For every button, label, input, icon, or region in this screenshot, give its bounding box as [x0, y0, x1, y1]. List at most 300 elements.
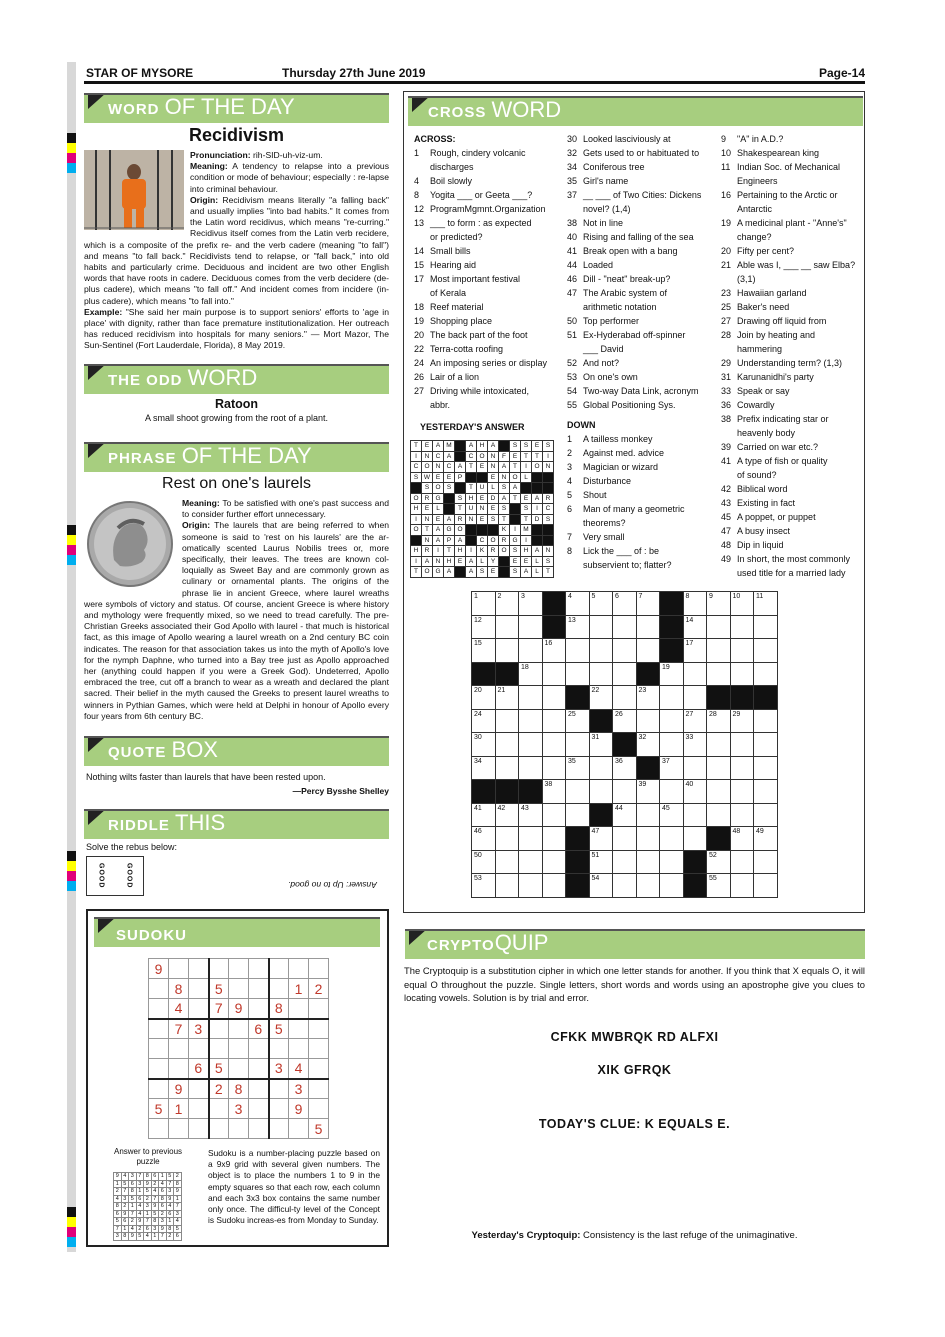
answer-cell: G — [444, 525, 455, 536]
crossword-cell[interactable]: 15 — [472, 639, 496, 663]
sudoku-cell[interactable] — [289, 1119, 309, 1139]
sudoku-cell[interactable]: 5 — [309, 1119, 329, 1139]
crossword-cell[interactable]: 44 — [613, 803, 637, 827]
crossword-cell[interactable] — [660, 709, 684, 733]
crossword-cell[interactable] — [613, 686, 637, 710]
crossword-cell[interactable]: 31 — [589, 733, 613, 757]
clue-text: Gets used to or habituated to — [583, 148, 700, 158]
sudoku-cell[interactable]: 7 — [209, 999, 229, 1019]
sudoku-cell[interactable]: 8 — [229, 1079, 249, 1099]
sudoku-cell[interactable] — [149, 1119, 169, 1139]
clue-text: novel? (1,4) — [583, 204, 631, 214]
crossword-cell[interactable]: 25 — [566, 709, 590, 733]
crossword-cell[interactable]: 1 — [472, 592, 496, 616]
answer-cell: A — [466, 567, 477, 578]
crossword-cell[interactable] — [589, 615, 613, 639]
sudoku-cell[interactable] — [169, 1059, 189, 1079]
odd-word-title: Ratoon — [214, 397, 259, 411]
crossword-cell[interactable] — [636, 615, 660, 639]
crossword-cell[interactable] — [566, 803, 590, 827]
crossword-cell[interactable] — [613, 662, 637, 686]
crossword-grid[interactable] — [471, 591, 778, 898]
crossword-cell[interactable]: 20 — [472, 686, 496, 710]
clue-item — [721, 314, 863, 328]
sudoku-cell[interactable]: 3 — [189, 1019, 209, 1039]
sudoku-cell[interactable] — [229, 1039, 249, 1059]
crossword-cell[interactable]: 11 — [754, 592, 778, 616]
crossword-cell[interactable] — [636, 709, 660, 733]
sudoku-cell[interactable]: 5 — [269, 1019, 289, 1039]
crossword-cell[interactable]: 54 — [589, 874, 613, 898]
crossword-cell[interactable] — [707, 615, 731, 639]
sudoku-cell[interactable] — [249, 999, 269, 1019]
crossword-cell[interactable]: 39 — [636, 780, 660, 804]
clue-text: Coniferous tree — [583, 162, 645, 172]
sudoku-cell[interactable] — [189, 1079, 209, 1099]
sudoku-cell[interactable]: 5 — [149, 1099, 169, 1119]
crossword-cell[interactable]: 16 — [542, 639, 566, 663]
clue-number — [567, 342, 583, 356]
crossword-cell[interactable]: 47 — [589, 827, 613, 851]
crossword-cell[interactable] — [683, 756, 707, 780]
crossword-cell[interactable] — [495, 874, 519, 898]
crossword-cell[interactable] — [754, 615, 778, 639]
clue-text: Speak or say — [737, 386, 790, 396]
crossword-cell[interactable] — [730, 662, 754, 686]
crossword-cell[interactable] — [636, 874, 660, 898]
answer-cell: I — [521, 462, 532, 473]
crossword-cell[interactable] — [589, 662, 613, 686]
sudoku-cell[interactable]: 6 — [249, 1019, 269, 1039]
clue-item — [567, 188, 717, 202]
clue-text: Against med. advice — [583, 448, 665, 458]
sudoku-cell[interactable]: 9 — [149, 959, 169, 979]
sudoku-cell[interactable] — [149, 979, 169, 999]
sudoku-cell[interactable] — [289, 959, 309, 979]
clue-item — [567, 258, 717, 272]
clue-number: 41 — [567, 246, 578, 256]
answer-block — [543, 525, 554, 536]
crossword-cell[interactable]: 19 — [660, 662, 684, 686]
crossword-cell[interactable]: 4 — [566, 592, 590, 616]
crossword-cell[interactable] — [495, 733, 519, 757]
answer-cell: O — [510, 472, 521, 483]
crossword-cell[interactable]: 5 — [589, 592, 613, 616]
clue-number — [567, 516, 583, 530]
crossword-cell[interactable]: 14 — [683, 615, 707, 639]
crossword-cell[interactable]: 55 — [707, 874, 731, 898]
crossword-cell[interactable]: 6 — [613, 592, 637, 616]
clue-item — [567, 132, 717, 146]
crossword-cell[interactable] — [495, 756, 519, 780]
sudoku-answer-cell: 6 — [166, 1210, 174, 1218]
clue-item — [567, 398, 717, 412]
answer-cell: D — [532, 514, 543, 525]
sudoku-cell[interactable] — [249, 959, 269, 979]
crossword-cell[interactable] — [730, 733, 754, 757]
clue-number: 22 — [414, 344, 425, 354]
crossword-cell[interactable] — [730, 803, 754, 827]
crossword-cell[interactable] — [495, 827, 519, 851]
crossword-cell[interactable] — [519, 756, 543, 780]
sudoku-cell[interactable] — [149, 1039, 169, 1059]
crossword-cell[interactable] — [519, 850, 543, 874]
sudoku-cell[interactable] — [249, 979, 269, 999]
sudoku-cell[interactable] — [189, 999, 209, 1019]
sudoku-cell[interactable]: 3 — [229, 1099, 249, 1119]
answer-block — [477, 472, 488, 483]
sudoku-cell[interactable] — [149, 1079, 169, 1099]
clue-number — [721, 174, 737, 188]
answer-block — [532, 472, 543, 483]
sudoku-cell[interactable]: 4 — [289, 1059, 309, 1079]
crossword-cell[interactable] — [542, 733, 566, 757]
crossword-cell[interactable] — [542, 709, 566, 733]
crossword-cell[interactable]: 40 — [683, 780, 707, 804]
crossword-cell[interactable] — [613, 639, 637, 663]
crossword-cell[interactable] — [542, 803, 566, 827]
clue-item — [567, 460, 717, 474]
sudoku-cell[interactable]: 9 — [169, 1079, 189, 1099]
sudoku-cell[interactable]: 8 — [269, 999, 289, 1019]
crossword-cell[interactable] — [660, 780, 684, 804]
clue-number: 50 — [567, 316, 578, 326]
sudoku-cell[interactable] — [169, 959, 189, 979]
sudoku-cell[interactable]: 1 — [289, 979, 309, 999]
crossword-cell[interactable]: 45 — [660, 803, 684, 827]
crossword-cell[interactable] — [754, 850, 778, 874]
sudoku-cell[interactable] — [249, 1039, 269, 1059]
answer-cell: E — [433, 514, 444, 525]
crossword-cell[interactable] — [660, 686, 684, 710]
sudoku-cell[interactable] — [309, 1019, 329, 1039]
across-clues-2 — [567, 132, 717, 572]
crossword-cell[interactable] — [613, 827, 637, 851]
down-heading: DOWN — [567, 420, 596, 430]
sudoku-cell[interactable]: 2 — [209, 1079, 229, 1099]
sudoku-answer-cell: 5 — [114, 1218, 122, 1226]
crossword-cell[interactable] — [754, 803, 778, 827]
crossword-cell[interactable] — [589, 780, 613, 804]
clue-text: Lair of a lion — [430, 372, 480, 382]
crossword-cell[interactable] — [754, 756, 778, 780]
crossword-cell[interactable]: 28 — [707, 709, 731, 733]
crossword-cell[interactable] — [754, 709, 778, 733]
crossword-cell[interactable]: 38 — [542, 780, 566, 804]
sudoku-cell[interactable] — [249, 1079, 269, 1099]
crossword-cell[interactable]: 8 — [683, 592, 707, 616]
sudoku-cell[interactable]: 5 — [209, 1059, 229, 1079]
clue-item — [721, 440, 863, 454]
sudoku-answer-cell: 5 — [144, 1188, 152, 1196]
clue-item — [567, 558, 717, 572]
answer-cell: E — [422, 504, 433, 515]
sudoku-cell[interactable] — [249, 1059, 269, 1079]
sudoku-cell[interactable] — [229, 959, 249, 979]
crossword-cell[interactable] — [613, 874, 637, 898]
crossword-cell[interactable] — [566, 662, 590, 686]
sudoku-cell[interactable]: 9 — [289, 1099, 309, 1119]
crossword-cell[interactable] — [519, 615, 543, 639]
sudoku-cell[interactable] — [209, 1039, 229, 1059]
sudoku-cell[interactable]: 2 — [309, 979, 329, 999]
answer-cell: R — [422, 493, 433, 504]
crossword-cell[interactable] — [542, 827, 566, 851]
clue-number: 40 — [567, 232, 578, 242]
crossword-cell[interactable]: 42 — [495, 803, 519, 827]
clue-text: Hawaiian garland — [737, 288, 807, 298]
crossword-cell[interactable] — [730, 874, 754, 898]
crossword-cell[interactable]: 13 — [566, 615, 590, 639]
crossword-cell[interactable] — [707, 639, 731, 663]
sudoku-cell[interactable]: 3 — [269, 1059, 289, 1079]
crossword-cell[interactable] — [707, 662, 731, 686]
crossword-banner — [408, 96, 863, 126]
crossword-cell[interactable] — [683, 827, 707, 851]
crossword-cell[interactable]: 30 — [472, 733, 496, 757]
crossword-cell[interactable] — [589, 639, 613, 663]
banner-tail: BOX — [171, 737, 218, 762]
crossword-cell[interactable] — [660, 827, 684, 851]
crossword-cell[interactable] — [660, 733, 684, 757]
sudoku-cell[interactable] — [269, 1039, 289, 1059]
sudoku-cell[interactable] — [189, 1039, 209, 1059]
clue-text: Prefix indicating star or — [737, 414, 829, 424]
sudoku-answer-cell: 9 — [121, 1210, 129, 1218]
crossword-cell[interactable] — [636, 827, 660, 851]
sudoku-cell[interactable] — [189, 1119, 209, 1139]
sudoku-cell[interactable] — [309, 1079, 329, 1099]
sudoku-cell[interactable] — [209, 1119, 229, 1139]
sudoku-cell[interactable] — [189, 959, 209, 979]
sudoku-cell[interactable] — [249, 1119, 269, 1139]
sudoku-cell[interactable] — [289, 999, 309, 1019]
crossword-cell[interactable] — [660, 850, 684, 874]
crossword-cell[interactable]: 23 — [636, 686, 660, 710]
sudoku-answer-cell: 7 — [129, 1210, 137, 1218]
crossword-cell[interactable] — [613, 780, 637, 804]
clue-number: 6 — [567, 504, 573, 514]
sudoku-cell[interactable] — [269, 979, 289, 999]
sudoku-cell[interactable] — [269, 1099, 289, 1119]
crossword-cell[interactable]: 22 — [589, 686, 613, 710]
sudoku-grid[interactable] — [148, 958, 329, 1139]
crossword-cell[interactable] — [613, 850, 637, 874]
banner-lead: CROSS — [428, 104, 487, 121]
crossword-cell[interactable]: 2 — [495, 592, 519, 616]
clue-number — [721, 426, 737, 440]
sudoku-answer-cell: 5 — [174, 1225, 182, 1233]
apollo-coin-image — [84, 498, 176, 590]
crossword-cell[interactable] — [495, 615, 519, 639]
sudoku-cell[interactable] — [309, 959, 329, 979]
crossword-cell[interactable]: 21 — [495, 686, 519, 710]
crossword-cell[interactable] — [636, 803, 660, 827]
answer-block — [543, 472, 554, 483]
crossword-cell[interactable]: 26 — [613, 709, 637, 733]
clue-text: Reef material — [430, 302, 484, 312]
crossword-cell[interactable]: 24 — [472, 709, 496, 733]
clue-number: 16 — [721, 190, 732, 200]
crossword-cell[interactable]: 17 — [683, 639, 707, 663]
crossword-cell[interactable] — [519, 639, 543, 663]
crossword-cell[interactable] — [683, 662, 707, 686]
answer-cell: I — [411, 514, 422, 525]
sudoku-cell[interactable] — [229, 979, 249, 999]
crossword-cell[interactable]: 3 — [519, 592, 543, 616]
crossword-cell[interactable] — [730, 850, 754, 874]
clue-text: Terra-cotta roofing — [430, 344, 504, 354]
sudoku-cell[interactable] — [249, 1099, 269, 1119]
crossword-cell[interactable] — [683, 803, 707, 827]
clue-number — [414, 398, 430, 412]
crossword-cell[interactable]: 32 — [636, 733, 660, 757]
sudoku-answer-cell: 7 — [114, 1225, 122, 1233]
crossword-cell[interactable] — [589, 756, 613, 780]
sudoku-cell[interactable]: 6 — [189, 1059, 209, 1079]
clue-item — [721, 328, 863, 342]
sudoku-cell[interactable] — [149, 999, 169, 1019]
crossword-cell[interactable]: 29 — [730, 709, 754, 733]
sudoku-answer-cell: 1 — [136, 1188, 144, 1196]
crossword-cell[interactable]: 10 — [730, 592, 754, 616]
crossword-cell[interactable] — [519, 874, 543, 898]
crossword-cell[interactable]: 41 — [472, 803, 496, 827]
crossword-cell[interactable] — [754, 639, 778, 663]
crossword-cell[interactable] — [754, 780, 778, 804]
sudoku-cell[interactable]: 5 — [209, 979, 229, 999]
sudoku-cell[interactable] — [269, 959, 289, 979]
crossword-cell[interactable] — [707, 803, 731, 827]
crossword-cell[interactable] — [730, 756, 754, 780]
crossword-cell[interactable] — [660, 874, 684, 898]
crossword-cell[interactable] — [519, 709, 543, 733]
crossword-cell[interactable]: 52 — [707, 850, 731, 874]
clue-item — [414, 384, 562, 398]
riddle-answer: Answer: Up to no good. — [288, 880, 377, 890]
sudoku-cell[interactable] — [289, 1019, 309, 1039]
crossword-cell[interactable] — [683, 686, 707, 710]
sudoku-answer-cell: 5 — [151, 1210, 159, 1218]
crossword-cell[interactable] — [707, 733, 731, 757]
crossword-cell[interactable]: 53 — [472, 874, 496, 898]
crossword-cell[interactable] — [730, 615, 754, 639]
sudoku-cell[interactable] — [309, 1039, 329, 1059]
crossword-block — [636, 756, 660, 780]
crossword-cell[interactable] — [495, 709, 519, 733]
crossword-cell[interactable] — [542, 662, 566, 686]
sudoku-cell[interactable] — [289, 1039, 309, 1059]
sudoku-cell[interactable]: 9 — [229, 999, 249, 1019]
crossword-cell[interactable] — [754, 874, 778, 898]
sudoku-cell[interactable] — [309, 1059, 329, 1079]
crossword-cell[interactable] — [542, 686, 566, 710]
crossword-cell[interactable] — [613, 615, 637, 639]
crossword-cell[interactable]: 48 — [730, 827, 754, 851]
crossword-cell[interactable]: 7 — [636, 592, 660, 616]
sudoku-cell[interactable] — [169, 1039, 189, 1059]
crossword-cell[interactable]: 49 — [754, 827, 778, 851]
crossword-cell[interactable] — [730, 780, 754, 804]
sudoku-cell[interactable] — [149, 1059, 169, 1079]
cryptoquip-intro: The Cryptoquip is a substitution cipher in which one letter stands for another. If you think that X equals O, it will equal O throughout the puzzle. Single letters, short words and words using an apostrophe give you clues to locating vowels. Solution is by trial and error. — [404, 965, 865, 1004]
crossword-cell[interactable] — [542, 756, 566, 780]
crossword-cell[interactable]: 33 — [683, 733, 707, 757]
sudoku-cell[interactable]: 3 — [289, 1079, 309, 1099]
sudoku-cell[interactable]: 7 — [169, 1019, 189, 1039]
crossword-cell[interactable]: 43 — [519, 803, 543, 827]
crossword-cell[interactable] — [754, 733, 778, 757]
sudoku-cell[interactable] — [229, 1019, 249, 1039]
clue-text: Able was I, ___ __ saw Elba? — [737, 260, 856, 270]
crossword-cell[interactable] — [566, 733, 590, 757]
crossword-cell[interactable] — [542, 850, 566, 874]
sudoku-cell[interactable] — [169, 1119, 189, 1139]
crossword-cell[interactable] — [730, 639, 754, 663]
crossword-cell[interactable]: 51 — [589, 850, 613, 874]
crossword-cell[interactable] — [636, 639, 660, 663]
crossword-cell[interactable] — [566, 639, 590, 663]
clue-item — [721, 300, 863, 314]
sudoku-cell[interactable] — [229, 1119, 249, 1139]
sudoku-cell[interactable] — [149, 1019, 169, 1039]
sudoku-cell[interactable] — [269, 1079, 289, 1099]
clue-number: 38 — [721, 414, 732, 424]
crossword-cell[interactable] — [495, 639, 519, 663]
crossword-cell[interactable]: 12 — [472, 615, 496, 639]
sudoku-answer-cell: 3 — [114, 1233, 122, 1241]
crossword-cell[interactable] — [519, 733, 543, 757]
crossword-cell[interactable]: 34 — [472, 756, 496, 780]
crossword-cell[interactable]: 35 — [566, 756, 590, 780]
crossword-cell[interactable] — [566, 780, 590, 804]
crossword-cell[interactable] — [707, 780, 731, 804]
crossword-cell[interactable] — [754, 662, 778, 686]
clue-text: Antarctic — [737, 204, 773, 214]
clue-number: 12 — [414, 204, 425, 214]
answer-block — [411, 483, 422, 494]
sudoku-cell[interactable] — [229, 1059, 249, 1079]
crossword-cell[interactable]: 18 — [519, 662, 543, 686]
crossword-cell[interactable] — [519, 686, 543, 710]
crossword-cell[interactable]: 37 — [660, 756, 684, 780]
crossword-cell[interactable] — [636, 850, 660, 874]
sudoku-cell[interactable] — [209, 1019, 229, 1039]
sudoku-cell[interactable] — [309, 1099, 329, 1119]
sudoku-cell[interactable] — [309, 999, 329, 1019]
crossword-cell[interactable]: 46 — [472, 827, 496, 851]
crossword-cell[interactable]: 50 — [472, 850, 496, 874]
sudoku-cell[interactable]: 8 — [169, 979, 189, 999]
answer-cell: E — [510, 451, 521, 462]
crossword-cell[interactable] — [495, 850, 519, 874]
crossword-cell[interactable] — [519, 827, 543, 851]
sudoku-cell[interactable] — [189, 979, 209, 999]
sudoku-cell[interactable] — [189, 1099, 209, 1119]
crossword-cell[interactable] — [542, 874, 566, 898]
crossword-cell[interactable] — [707, 756, 731, 780]
clue-text: Two-way Data Link, acronym — [583, 386, 699, 396]
sudoku-cell[interactable]: 1 — [169, 1099, 189, 1119]
sudoku-cell[interactable] — [269, 1119, 289, 1139]
answer-cell: C — [433, 451, 444, 462]
sudoku-cell[interactable] — [209, 1099, 229, 1119]
crossword-cell[interactable]: 36 — [613, 756, 637, 780]
crossword-cell[interactable]: 27 — [683, 709, 707, 733]
sudoku-cell[interactable]: 4 — [169, 999, 189, 1019]
sudoku-cell[interactable] — [209, 959, 229, 979]
crossword-cell[interactable]: 9 — [707, 592, 731, 616]
